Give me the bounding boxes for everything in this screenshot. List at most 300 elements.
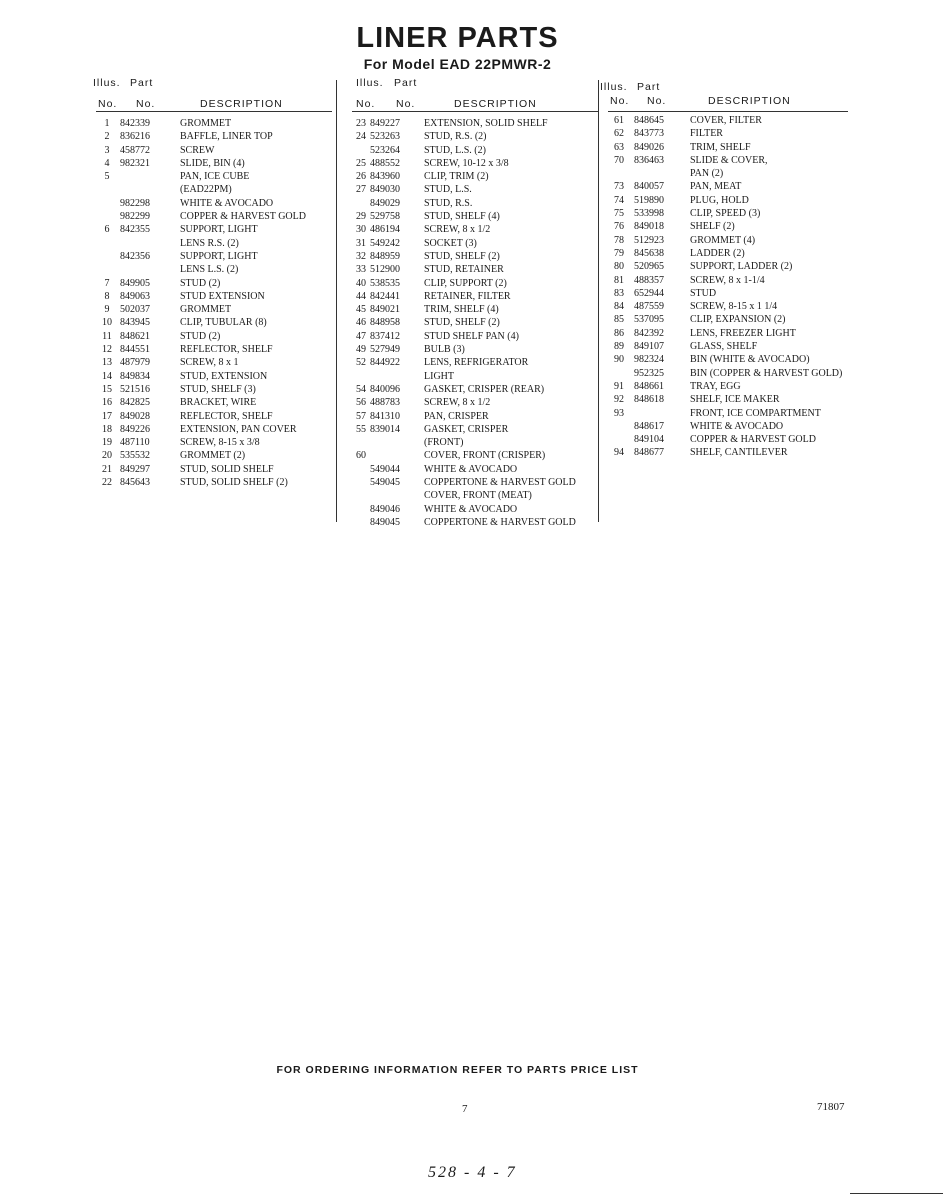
illus-number: 75 [614, 208, 624, 220]
parts-column-1 [93, 74, 332, 490]
illus-number: 79 [614, 247, 624, 259]
part-description: TRAY, EGG [690, 380, 741, 392]
illus-number: 25 [356, 157, 366, 169]
part-number: 842392 [634, 327, 664, 339]
part-number: 520965 [634, 261, 664, 273]
illus-number: 20 [102, 450, 112, 462]
part-description: GASKET, CRISPER (REAR) [424, 383, 545, 395]
part-description: SUPPORT, LADDER (2) [690, 261, 793, 273]
part-description: COPPER & HARVEST GOLD [180, 211, 306, 223]
illus-number: 74 [614, 194, 624, 206]
part-row [96, 224, 332, 237]
part-description: BIN (WHITE & AVOCADO) [690, 354, 810, 366]
illus-number: 93 [614, 407, 624, 419]
illus-number: 76 [614, 221, 624, 233]
part-number: 488783 [370, 397, 400, 409]
part-description: BAFFLE, LINER TOP [180, 131, 273, 143]
illus-number: 5 [104, 171, 110, 183]
part-number: 848958 [370, 317, 400, 329]
illus-number: 3 [104, 144, 110, 156]
part-description: PLUG, HOLD [690, 194, 749, 206]
part-number: 849045 [370, 516, 400, 528]
part-description: FILTER [690, 128, 723, 140]
part-row [352, 504, 598, 517]
part-description: STUD, SOLID SHELF (2) [180, 477, 288, 489]
part-row [352, 251, 598, 264]
part-description: SLIDE & COVER, [690, 154, 768, 166]
illus-number: 78 [614, 234, 624, 246]
part-row [608, 275, 848, 288]
illus-number: 26 [356, 171, 366, 183]
part-number: 842339 [120, 118, 150, 129]
part-description: COVER, FRONT (MEAT) [424, 490, 532, 502]
part-row [608, 168, 848, 181]
part-description: COPPERTONE & HARVEST GOLD [424, 516, 576, 528]
document-code: 71807 [817, 1101, 845, 1113]
part-number: 849063 [120, 290, 150, 302]
part-row [608, 368, 848, 381]
part-row [352, 238, 598, 251]
illus-number: 31 [356, 237, 366, 249]
part-number: 982298 [120, 197, 150, 209]
part-number: 549242 [370, 237, 400, 249]
part-row [608, 408, 848, 421]
part-row [96, 264, 332, 277]
part-number: 486194 [370, 224, 400, 236]
part-description: GROMMET [180, 304, 232, 316]
part-number: 535532 [120, 450, 150, 462]
part-row [352, 158, 598, 171]
part-description: WHITE & AVOCADO [424, 463, 518, 475]
part-row [608, 128, 848, 141]
illus-number: 94 [614, 447, 624, 459]
header-rule [96, 111, 332, 112]
part-header: Part [637, 81, 661, 93]
part-row [96, 384, 332, 397]
part-number: 843945 [120, 317, 150, 329]
part-row [352, 450, 598, 463]
part-description: EXTENSION, SOLID SHELF [424, 118, 548, 129]
part-row [352, 171, 598, 184]
part-number: 845638 [634, 247, 664, 259]
part-number: 952325 [634, 367, 664, 379]
part-row [352, 278, 598, 291]
parts-column-2 [352, 74, 598, 530]
part-description: SCREW, 8 x 1-1/4 [690, 274, 765, 286]
part-number: 837412 [370, 330, 400, 342]
part-description: EXTENSION, PAN COVER [180, 423, 297, 435]
illus-number: 86 [614, 327, 624, 339]
part-description: WHITE & AVOCADO [180, 197, 274, 209]
part-number: 848959 [370, 250, 400, 262]
part-number: 487110 [120, 437, 150, 449]
part-number: 487979 [120, 357, 150, 369]
part-number: 842355 [120, 224, 150, 236]
part-number: 523263 [370, 131, 400, 143]
illus-number: 85 [614, 314, 624, 326]
illus-number: 7 [104, 277, 110, 289]
description-header: DESCRIPTION [200, 98, 283, 110]
part-row [96, 278, 332, 291]
part-number: 840096 [370, 383, 400, 395]
corner-rule [850, 1193, 943, 1194]
illus-number: 45 [356, 304, 366, 316]
part-description: COVER, FRONT (CRISPER) [424, 450, 546, 462]
column-divider [336, 80, 337, 522]
part-description: BULB (3) [424, 344, 465, 356]
part-description: STUD, R.S. (2) [424, 131, 487, 143]
part-description: REFLECTOR, SHELF [180, 344, 273, 356]
illus-number: 89 [614, 341, 624, 353]
part-description: SUPPORT, LIGHT [180, 224, 258, 236]
part-number: 836463 [634, 154, 664, 166]
part-row [608, 221, 848, 234]
illus-number: 60 [356, 450, 366, 462]
part-description: BRACKET, WIRE [180, 397, 257, 409]
part-description: GROMMET (4) [690, 234, 756, 246]
illus-number: 8 [104, 290, 110, 302]
part-description: PAN, CRISPER [424, 410, 489, 422]
part-row [608, 328, 848, 341]
part-row [608, 354, 848, 367]
part-description: (FRONT) [424, 437, 464, 449]
illus-number: 19 [102, 437, 112, 449]
illus-header: Illus. [356, 77, 384, 89]
column-header [93, 74, 332, 110]
no-header: No. [647, 95, 667, 107]
illus-number: 49 [356, 344, 366, 356]
part-number: 840057 [634, 181, 664, 193]
part-row [96, 477, 332, 490]
part-number: 849029 [370, 197, 400, 209]
part-row [96, 211, 332, 224]
part-description: SHELF, ICE MAKER [690, 394, 780, 406]
part-row [352, 411, 598, 424]
part-number: 849905 [120, 277, 150, 289]
part-row [352, 490, 598, 503]
illus-number: 29 [356, 211, 366, 223]
illus-number: 54 [356, 383, 366, 395]
part-description: REFLECTOR, SHELF [180, 410, 273, 422]
part-description: COVER, FILTER [690, 115, 762, 126]
parts-column-3 [600, 74, 848, 461]
part-description: STUD, SOLID SHELF [180, 463, 274, 475]
part-row [608, 434, 848, 447]
part-row [96, 411, 332, 424]
part-description: BIN (COPPER & HARVEST GOLD) [690, 367, 843, 379]
part-number: 849297 [120, 463, 150, 475]
illus-number: 40 [356, 277, 366, 289]
page-title: LINER PARTS [356, 22, 559, 54]
part-row [608, 314, 848, 327]
part-number: 843960 [370, 171, 400, 183]
part-description: STUD, SHELF (2) [424, 250, 500, 262]
part-number: 549044 [370, 463, 400, 475]
illus-number: 80 [614, 261, 624, 273]
part-row [608, 248, 848, 261]
illus-number: 47 [356, 330, 366, 342]
part-number: 848677 [634, 447, 664, 459]
illus-number: 70 [614, 154, 624, 166]
part-description: SCREW [180, 144, 215, 156]
part-number: 848617 [634, 420, 664, 432]
illus-number: 44 [356, 290, 366, 302]
part-description: SCREW, 8-15 x 1 1/4 [690, 301, 778, 313]
part-description: LENS L.S. (2) [180, 264, 239, 276]
part-row [352, 371, 598, 384]
part-number: 839014 [370, 423, 400, 435]
part-row [352, 317, 598, 330]
part-number: 849030 [370, 184, 400, 196]
part-description: SCREW, 8 x 1 [180, 357, 239, 369]
header-rule [352, 111, 598, 112]
part-number: 841310 [370, 410, 400, 422]
part-description: CLIP, EXPANSION (2) [690, 314, 786, 326]
illus-number: 27 [356, 184, 366, 196]
part-description: STUD, L.S. (2) [424, 144, 486, 156]
illus-number: 61 [614, 115, 624, 126]
illus-number: 55 [356, 423, 366, 435]
part-number: 549045 [370, 477, 400, 489]
part-row [96, 184, 332, 197]
part-number: 848661 [634, 380, 664, 392]
part-description: (EAD22PM) [180, 184, 232, 196]
part-row [96, 304, 332, 317]
illus-number: 4 [104, 157, 110, 169]
illus-number: 30 [356, 224, 366, 236]
part-description: PAN, MEAT [690, 181, 742, 193]
part-row [352, 184, 598, 197]
part-row [352, 131, 598, 144]
part-row [352, 397, 598, 410]
part-number: 523264 [370, 144, 400, 156]
illus-number: 16 [102, 397, 112, 409]
part-description: STUD (2) [180, 277, 221, 289]
part-header: Part [394, 77, 418, 89]
part-description: SCREW, 8 x 1/2 [424, 224, 491, 236]
part-description: SLIDE, BIN (4) [180, 157, 245, 169]
part-row [352, 118, 598, 131]
part-row [608, 208, 848, 221]
part-number: 533998 [634, 208, 664, 220]
illus-number: 81 [614, 274, 624, 286]
illus-number: 17 [102, 410, 112, 422]
illus-number: 46 [356, 317, 366, 329]
part-description: GROMMET [180, 118, 232, 129]
part-row [352, 304, 598, 317]
part-number: 842356 [120, 250, 150, 262]
part-row [96, 371, 332, 384]
part-number: 849104 [634, 434, 664, 446]
part-header: Part [130, 77, 154, 89]
part-row [96, 171, 332, 184]
part-row [96, 131, 332, 144]
illus-number: 56 [356, 397, 366, 409]
part-row [352, 464, 598, 477]
part-description: STUD, R.S. [424, 197, 473, 209]
illus-number: 83 [614, 287, 624, 299]
part-description: LIGHT [424, 370, 454, 382]
part-description: CLIP, TRIM (2) [424, 171, 489, 183]
part-row [608, 261, 848, 274]
part-number: 842825 [120, 397, 150, 409]
part-number: 849021 [370, 304, 400, 316]
illus-header: Illus. [93, 77, 121, 89]
part-description: WHITE & AVOCADO [690, 420, 784, 432]
part-number: 519890 [634, 194, 664, 206]
part-number: 849028 [120, 410, 150, 422]
part-description: CLIP, TUBULAR (8) [180, 317, 267, 329]
part-row [96, 118, 332, 131]
column-divider [598, 80, 599, 522]
part-row [352, 331, 598, 344]
part-row [96, 238, 332, 251]
part-number: 458772 [120, 144, 150, 156]
part-description: STUD, L.S. [424, 184, 472, 196]
illus-number: 90 [614, 354, 624, 366]
part-row [608, 394, 848, 407]
no-header: No. [98, 98, 118, 110]
part-description: LENS, FREEZER LIGHT [690, 327, 796, 339]
part-number: 849834 [120, 370, 150, 382]
illus-number: 9 [104, 304, 110, 316]
illus-number: 15 [102, 383, 112, 395]
part-description: GROMMET (2) [180, 450, 246, 462]
illus-number: 1 [104, 118, 110, 129]
part-number: 502037 [120, 304, 150, 316]
illus-number: 11 [102, 330, 112, 342]
illus-number: 92 [614, 394, 624, 406]
part-number: 982299 [120, 211, 150, 223]
part-description: SCREW, 10-12 x 3/8 [424, 157, 509, 169]
part-row [608, 381, 848, 394]
part-row [608, 447, 848, 460]
illus-number: 91 [614, 380, 624, 392]
column-header [352, 74, 598, 109]
part-row [608, 235, 848, 248]
part-row [96, 424, 332, 437]
illus-number: 2 [104, 131, 110, 143]
part-number: 982324 [634, 354, 664, 366]
illus-header: Illus. [600, 81, 628, 93]
part-description: STUD, SHELF (4) [424, 211, 500, 223]
part-number: 848621 [120, 330, 150, 342]
part-number: 849226 [120, 423, 150, 435]
illus-number: 84 [614, 301, 624, 313]
part-row [96, 464, 332, 477]
part-row [96, 450, 332, 463]
part-number: 844922 [370, 357, 400, 369]
illus-number: 24 [356, 131, 366, 143]
part-number: 537095 [634, 314, 664, 326]
part-description: COPPER & HARVEST GOLD [690, 434, 816, 446]
illus-number: 14 [102, 370, 112, 382]
part-number: 848645 [634, 115, 664, 126]
part-number: 843773 [634, 128, 664, 140]
part-number: 842441 [370, 290, 400, 302]
no-header: No. [610, 95, 630, 107]
part-row [96, 357, 332, 370]
part-row [96, 251, 332, 264]
part-row [352, 357, 598, 370]
part-description: CLIP, SUPPORT (2) [424, 277, 507, 289]
part-number: 836216 [120, 131, 150, 143]
part-row [608, 421, 848, 434]
part-description: LENS R.S. (2) [180, 237, 239, 249]
part-number: 982321 [120, 157, 150, 169]
part-description: LADDER (2) [690, 247, 745, 259]
part-row [352, 477, 598, 490]
part-description: TRIM, SHELF [690, 141, 751, 153]
part-row [608, 195, 848, 208]
part-row [352, 291, 598, 304]
part-row [608, 181, 848, 194]
part-number: 652944 [634, 287, 664, 299]
part-description: SOCKET (3) [424, 237, 477, 249]
no-header: No. [396, 98, 416, 110]
part-description: LENS, REFRIGERATOR [424, 357, 529, 369]
part-number: 512900 [370, 264, 400, 276]
part-row [608, 115, 848, 128]
part-row [608, 155, 848, 168]
illus-number: 6 [104, 224, 110, 236]
page-number: 7 [462, 1103, 468, 1115]
part-number: 848618 [634, 394, 664, 406]
part-number: 849026 [634, 141, 664, 153]
part-number: 488357 [634, 274, 664, 286]
illus-number: 10 [102, 317, 112, 329]
part-description: TRIM, SHELF (4) [424, 304, 499, 316]
part-description: SUPPORT, LIGHT [180, 250, 258, 262]
illus-number: 63 [614, 141, 624, 153]
part-row [352, 211, 598, 224]
part-description: STUD, EXTENSION [180, 370, 268, 382]
part-number: 844551 [120, 344, 150, 356]
illus-number: 18 [102, 423, 112, 435]
part-number: 527949 [370, 344, 400, 356]
illus-number: 52 [356, 357, 366, 369]
part-number: 488552 [370, 157, 400, 169]
part-row [96, 397, 332, 410]
part-description: STUD SHELF PAN (4) [424, 330, 519, 342]
part-number: 849046 [370, 503, 400, 515]
part-row [352, 437, 598, 450]
header-rule [608, 111, 848, 112]
part-description: RETAINER, FILTER [424, 290, 511, 302]
column-header [600, 78, 848, 113]
part-row [608, 341, 848, 354]
part-row [352, 224, 598, 237]
part-description: FRONT, ICE COMPARTMENT [690, 407, 821, 419]
part-row [352, 198, 598, 211]
description-header: DESCRIPTION [454, 98, 537, 110]
part-description: CLIP, SPEED (3) [690, 208, 761, 220]
part-description: SHELF, CANTILEVER [690, 447, 788, 459]
part-description: STUD, SHELF (2) [424, 317, 500, 329]
part-row [96, 198, 332, 211]
part-description: STUD (2) [180, 330, 221, 342]
part-row [352, 344, 598, 357]
illus-number: 32 [356, 250, 366, 262]
part-number: 849227 [370, 118, 400, 129]
illus-number: 21 [102, 463, 112, 475]
part-description: COPPERTONE & HARVEST GOLD [424, 477, 576, 489]
part-row [608, 301, 848, 314]
part-number: 512923 [634, 234, 664, 246]
part-row [352, 264, 598, 277]
part-row [96, 331, 332, 344]
part-description: STUD, SHELF (3) [180, 383, 256, 395]
